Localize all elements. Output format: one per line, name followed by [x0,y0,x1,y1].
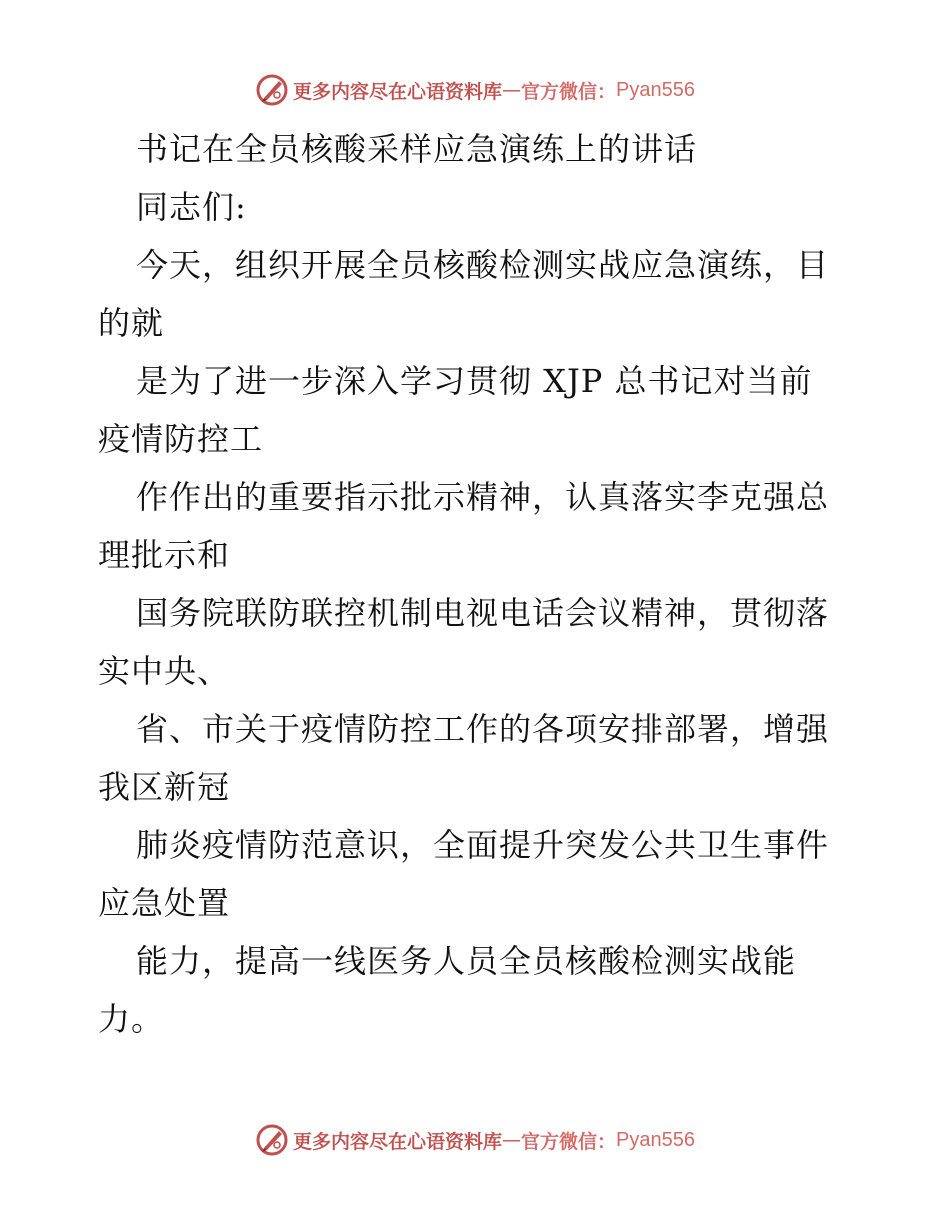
text-line: 力。 [98,1000,165,1038]
text-line: 理批示和 [98,536,231,574]
footer-banner [0,1120,950,1160]
text-line: 国务院联防联控机制电视电话会议精神，贯彻落 [136,594,830,632]
banner-text: 更多内容尽在心语资料库 [293,1130,503,1153]
banner-wechat-label: 官方微信： [521,1130,617,1153]
text-line: 我区新冠 [98,768,231,806]
text-line: 同志们: [136,188,247,226]
text-line: 今天，组织开展全员核酸检测实战应急演练，目 [136,246,830,284]
text-line: 是为了进一步深入学习贯彻 XJP 总书记对当前 [136,362,813,400]
text-line: 应急处置 [98,884,231,922]
text-line: 书记在全员核酸采样应急演练上的讲话 [136,130,698,168]
banner-dash: — [502,79,522,101]
banner-wechat-label: 官方微信： [521,80,617,103]
text-line: 的就 [98,304,165,342]
header-banner [0,70,950,110]
banner-wechat-id: Pyan556 [616,1128,695,1151]
quill-logo-icon [255,73,289,107]
text-line: 省、市关于疫情防控工作的各项安排部署，增强 [136,710,830,748]
text-line: 能力，提高一线医务人员全员核酸检测实战能 [136,942,797,980]
text-line: 肺炎疫情防范意识，全面提升突发公共卫生事件 [136,826,830,864]
banner-wechat-id: Pyan556 [616,78,695,101]
quill-logo-icon [255,1123,289,1157]
text-line: 实中央、 [98,652,231,690]
text-line: 作作出的重要指示批示精神，认真落实李克强总 [136,478,830,516]
banner-dash: — [502,1129,522,1151]
text-line: 疫情防控工 [98,420,264,458]
banner-text: 更多内容尽在心语资料库 [293,80,503,103]
